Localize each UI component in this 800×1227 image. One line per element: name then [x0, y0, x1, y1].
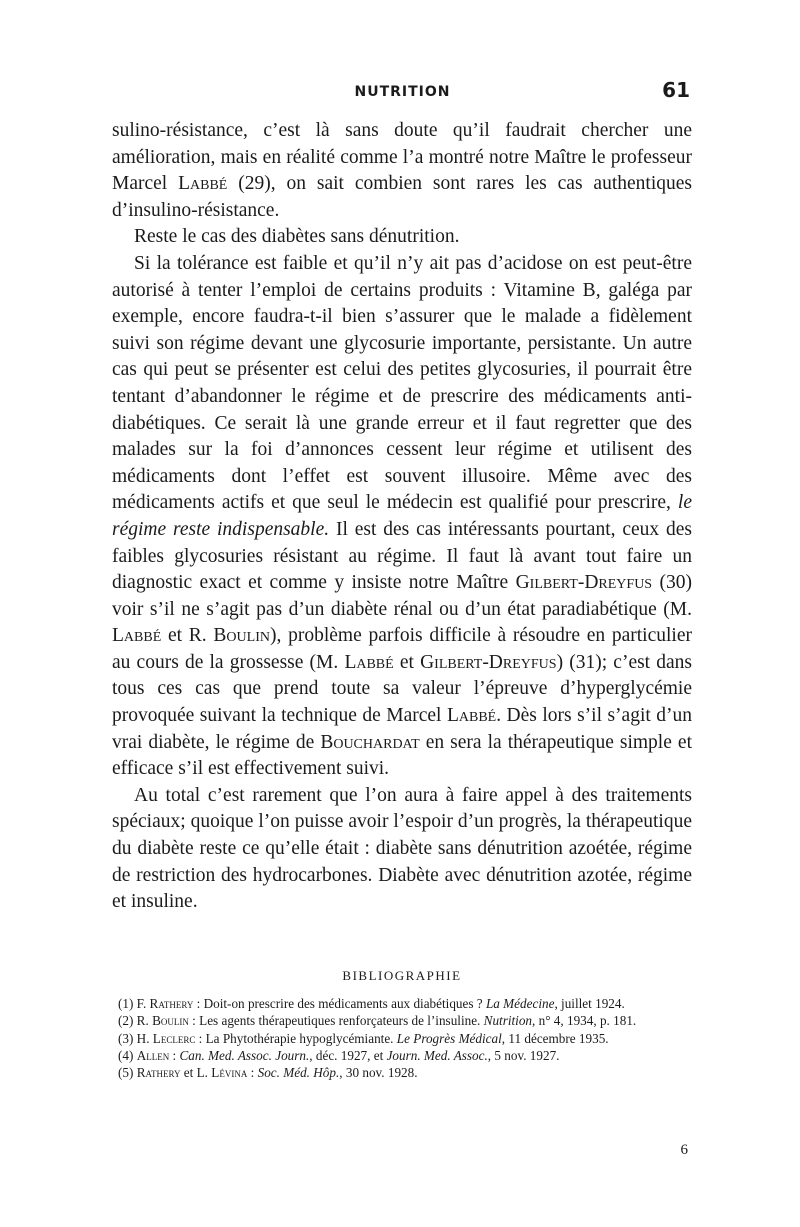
bibliography-list	[118, 995, 690, 1081]
text-run: (5)	[118, 1065, 137, 1081]
author-name: Bouchardat	[320, 731, 420, 753]
bibliography-entry	[118, 1012, 690, 1029]
bibliography-entry	[118, 1030, 690, 1047]
author-name: Leclerc	[152, 1030, 196, 1046]
text-run: Il est des cas intéressants pourtant, ceux des faibles glycosuries résistant au régime. Il faut là avant tout faire un diagnostic exact et comme y insiste notre Maître	[112, 518, 692, 594]
author-name: Labbé	[344, 651, 394, 673]
text-run: (30) voir s’il ne s’agit pas d’un diabète rénal ou d’un état paradiabétique (M.	[112, 572, 692, 620]
text-run: , n° 4, 1934, p. 181.	[532, 1013, 637, 1029]
author-name: Gilbert-Dreyfus	[420, 651, 557, 673]
italic-text: Le Progrès Médical	[396, 1030, 502, 1046]
text-run: , juillet 1924.	[554, 996, 625, 1011]
italic-text: Can. Med. Assoc. Journ.	[179, 1047, 310, 1063]
text-run: (1) F.	[118, 996, 150, 1011]
bibliography-entry	[118, 995, 690, 1012]
text-run: (2) R.	[118, 1013, 153, 1029]
author-name: Rathery	[136, 1065, 181, 1081]
text-run: en sera la thérapeutique simple et efficace s’il est effectivement suivi.	[112, 731, 692, 780]
text-run: , 11 décembre 1935.	[501, 1030, 609, 1046]
text-run: :	[247, 1065, 258, 1081]
paragraph	[112, 783, 692, 916]
text-run: (29), on sait combien sont rares les cas authentiques d’insulino-résistance.	[112, 173, 692, 221]
author-name: Allen	[136, 1047, 170, 1063]
author-name: Gilbert-Dreyfus	[515, 572, 653, 594]
text-run: : La Phytothérapie hypoglycémiante.	[195, 1030, 397, 1046]
bibliography-entry	[118, 1047, 690, 1064]
italic-text: Nutrition	[483, 1013, 533, 1029]
text-run: ), problème parfois difficile à résoudre en particulier au cours de la grossesse (M.	[112, 625, 692, 673]
text-run: et L.	[180, 1065, 212, 1081]
text-run: , 30 nov. 1928.	[339, 1065, 418, 1081]
author-name: Rathery	[149, 996, 194, 1011]
author-name: Boulin	[213, 625, 270, 647]
text-run: ) (31); c’est dans tous ces cas que prend toute sa valeur l’épreuve d’hyperglycémie provoquée suivant la technique de Marcel	[112, 651, 692, 727]
author-name: Boulin	[152, 1013, 189, 1029]
text-run: , 5 nov. 1927.	[487, 1047, 560, 1063]
page-number: 61	[662, 78, 690, 102]
running-title: NUTRITION	[354, 84, 451, 100]
author-name: Labbé	[178, 173, 228, 195]
text-run: Au total c’est rarement que l’on aura à faire appel à des traitements spéciaux; quoique l’on puisse avoir l’espoir d’un progrès, la thérapeutique du diabète reste ce qu’elle était : diabète sans dénutrition azoétée, régime de restriction des hydrocarbones. Diabète avec dénutrition azotée, régime et insuline.	[112, 784, 692, 913]
text-run: : Les agents thérapeutiques renforçateurs de l’insuline.	[188, 1013, 484, 1029]
text-run: sulino-résistance, c’est là sans doute qu’il faudrait chercher une amélioration, mais en réalité comme l’a montré notre Maître le professeur Marcel	[112, 120, 692, 195]
italic-text: Journ. Med. Assoc.	[386, 1047, 488, 1063]
author-name: Lévina	[211, 1065, 248, 1081]
text-run: (3) H.	[118, 1030, 153, 1046]
text-run: Si la tolérance est faible et qu’il n’y ait pas d’acidose on est peut-être autorisé à tenter l’emploi de certains produits : Vitamine B, galéga par exemple, encore faudra-t-il bien s’assurer que le malade a fidèlement suivi son régime devant une glycosurie importante, persistante. Un autre cas qui peut se présenter est celui des petites glycosuries, il pourrait être tentant d’abandonner le régime et de prescrire des médicaments anti-diabétiques. Ce serait là une grande erreur et il faut regretter que des malades sur la foi d’annonces cessent leur régime et utilisent des médicaments dont l’effet est souvent illusoire. Même avec des médicaments actifs et que seul le médecin est qualifié pour prescrire,	[112, 252, 692, 514]
text-run: :	[169, 1047, 180, 1063]
bibliography-heading: BIBLIOGRAPHIE	[342, 968, 462, 983]
signature-mark: 6	[680, 1142, 688, 1158]
text-run: (4)	[118, 1047, 137, 1063]
paragraph	[112, 118, 692, 224]
italic-text: Soc. Méd. Hôp.	[257, 1065, 340, 1081]
bibliography-entry	[118, 1064, 690, 1081]
author-name: Labbé	[446, 705, 497, 727]
text-run: Reste le cas des diabètes sans dénutrition.	[134, 226, 460, 248]
body-text	[112, 118, 692, 916]
text-run: et R.	[161, 625, 214, 647]
text-run: : Doit-on prescrire des médicaments aux diabétiques ?	[193, 996, 486, 1011]
paragraph	[112, 224, 692, 251]
italic-text: La Médecine	[485, 996, 555, 1011]
italic-text: le régime reste indispensable.	[112, 492, 692, 540]
text-run: , déc. 1927, et	[309, 1047, 387, 1063]
text-run: et	[393, 651, 421, 673]
paragraph	[112, 251, 692, 783]
text-run: . Dès lors s’il s’agit d’un vrai diabète, le régime de	[112, 705, 692, 753]
running-head	[115, 78, 690, 106]
author-name: Labbé	[112, 625, 162, 647]
